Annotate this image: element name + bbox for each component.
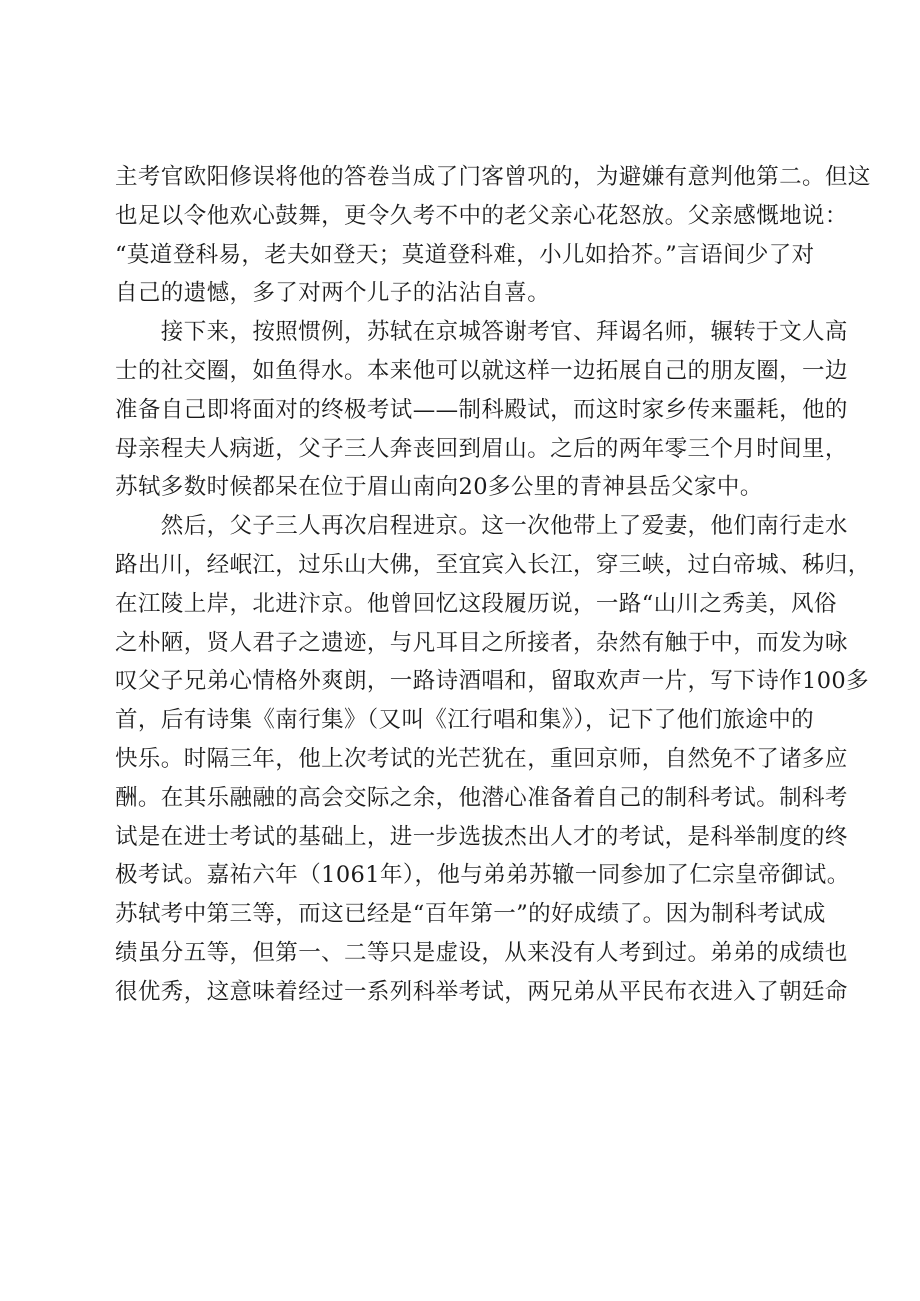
text-line: 快乐。时隔三年，他上次考试的光芒犹在，重回京师，自然免不了诸多应	[115, 745, 848, 772]
text-line: 主考官欧阳修误将他的答卷当成了门客曾巩的，为避嫌有意判他第二。但这	[115, 164, 871, 190]
document-body	[115, 158, 871, 1012]
text-line: 路出川，经岷江，过乐山大佛，至宜宾入长江，穿三峡，过白帝城、秭归，	[115, 551, 871, 578]
text-line: 苏轼考中第三等，而这已经是“百年第一”的好成绩了。因为制科考试成	[115, 901, 826, 928]
text-line: 试是在进士考试的基础上，进一步选拔杰出人才的考试，是科举制度的终	[115, 823, 848, 850]
text-line: 首，后有诗集《南行集》（又叫《江行唱和集》），记下了他们旅途中的	[115, 707, 815, 734]
text-line: 接下来，按照惯例，苏轼在京城答谢考官、拜谒名师，辗转于文人高	[115, 319, 848, 346]
text-line: 自己的遗憾，多了对两个儿子的沾沾自喜。	[115, 280, 551, 307]
text-line: 也足以令他欢心鼓舞，更令久考不中的老父亲心花怒放。父亲感慨地说：	[115, 202, 848, 229]
text-line: 绩虽分五等，但第一、二等只是虚设，从来没有人考到过。弟弟的成绩也	[115, 939, 848, 966]
text-line: 之朴陋，贤人君子之遗迹，与凡耳目之所接者，杂然有触于中，而发为咏	[115, 629, 848, 656]
text-line: 准备自己即将面对的终极考试——制科殿试，而这时家乡传来噩耗，他的	[115, 396, 848, 423]
text-line: “莫道登科易，老夫如登天；莫道登科难，小儿如拾芥。”言语间少了对	[115, 241, 815, 268]
text-line: 母亲程夫人病逝，父子三人奔丧回到眉山。之后的两年零三个月时间里，	[115, 435, 848, 462]
text-line: 叹父子兄弟心情格外爽朗，一路诗酒唱和，留取欢声一片，写下诗作100多	[115, 668, 870, 695]
text-line: 苏轼多数时候都呆在位于眉山南向20多公里的青神县岳父家中。	[115, 474, 763, 501]
text-line: 极考试。嘉祐六年（1061年），他与弟弟苏辙一同参加了仁宗皇帝御试。	[115, 862, 850, 889]
text-line: 很优秀，这意味着经过一系列科举考试，两兄弟从平民布衣进入了朝廷命	[115, 978, 848, 1005]
text-line: 酬。在其乐融融的高会交际之余，他潜心准备着自己的制科考试。制科考	[115, 784, 848, 811]
text-line: 然后，父子三人再次启程进京。这一次他带上了爱妻，他们南行走水	[115, 513, 848, 540]
text-line: 在江陵上岸，北进汴京。他曾回忆这段履历说，一路“山川之秀美，风俗	[115, 590, 837, 617]
text-line: 士的社交圈，如鱼得水。本来他可以就这样一边拓展自己的朋友圈，一边	[115, 357, 848, 384]
